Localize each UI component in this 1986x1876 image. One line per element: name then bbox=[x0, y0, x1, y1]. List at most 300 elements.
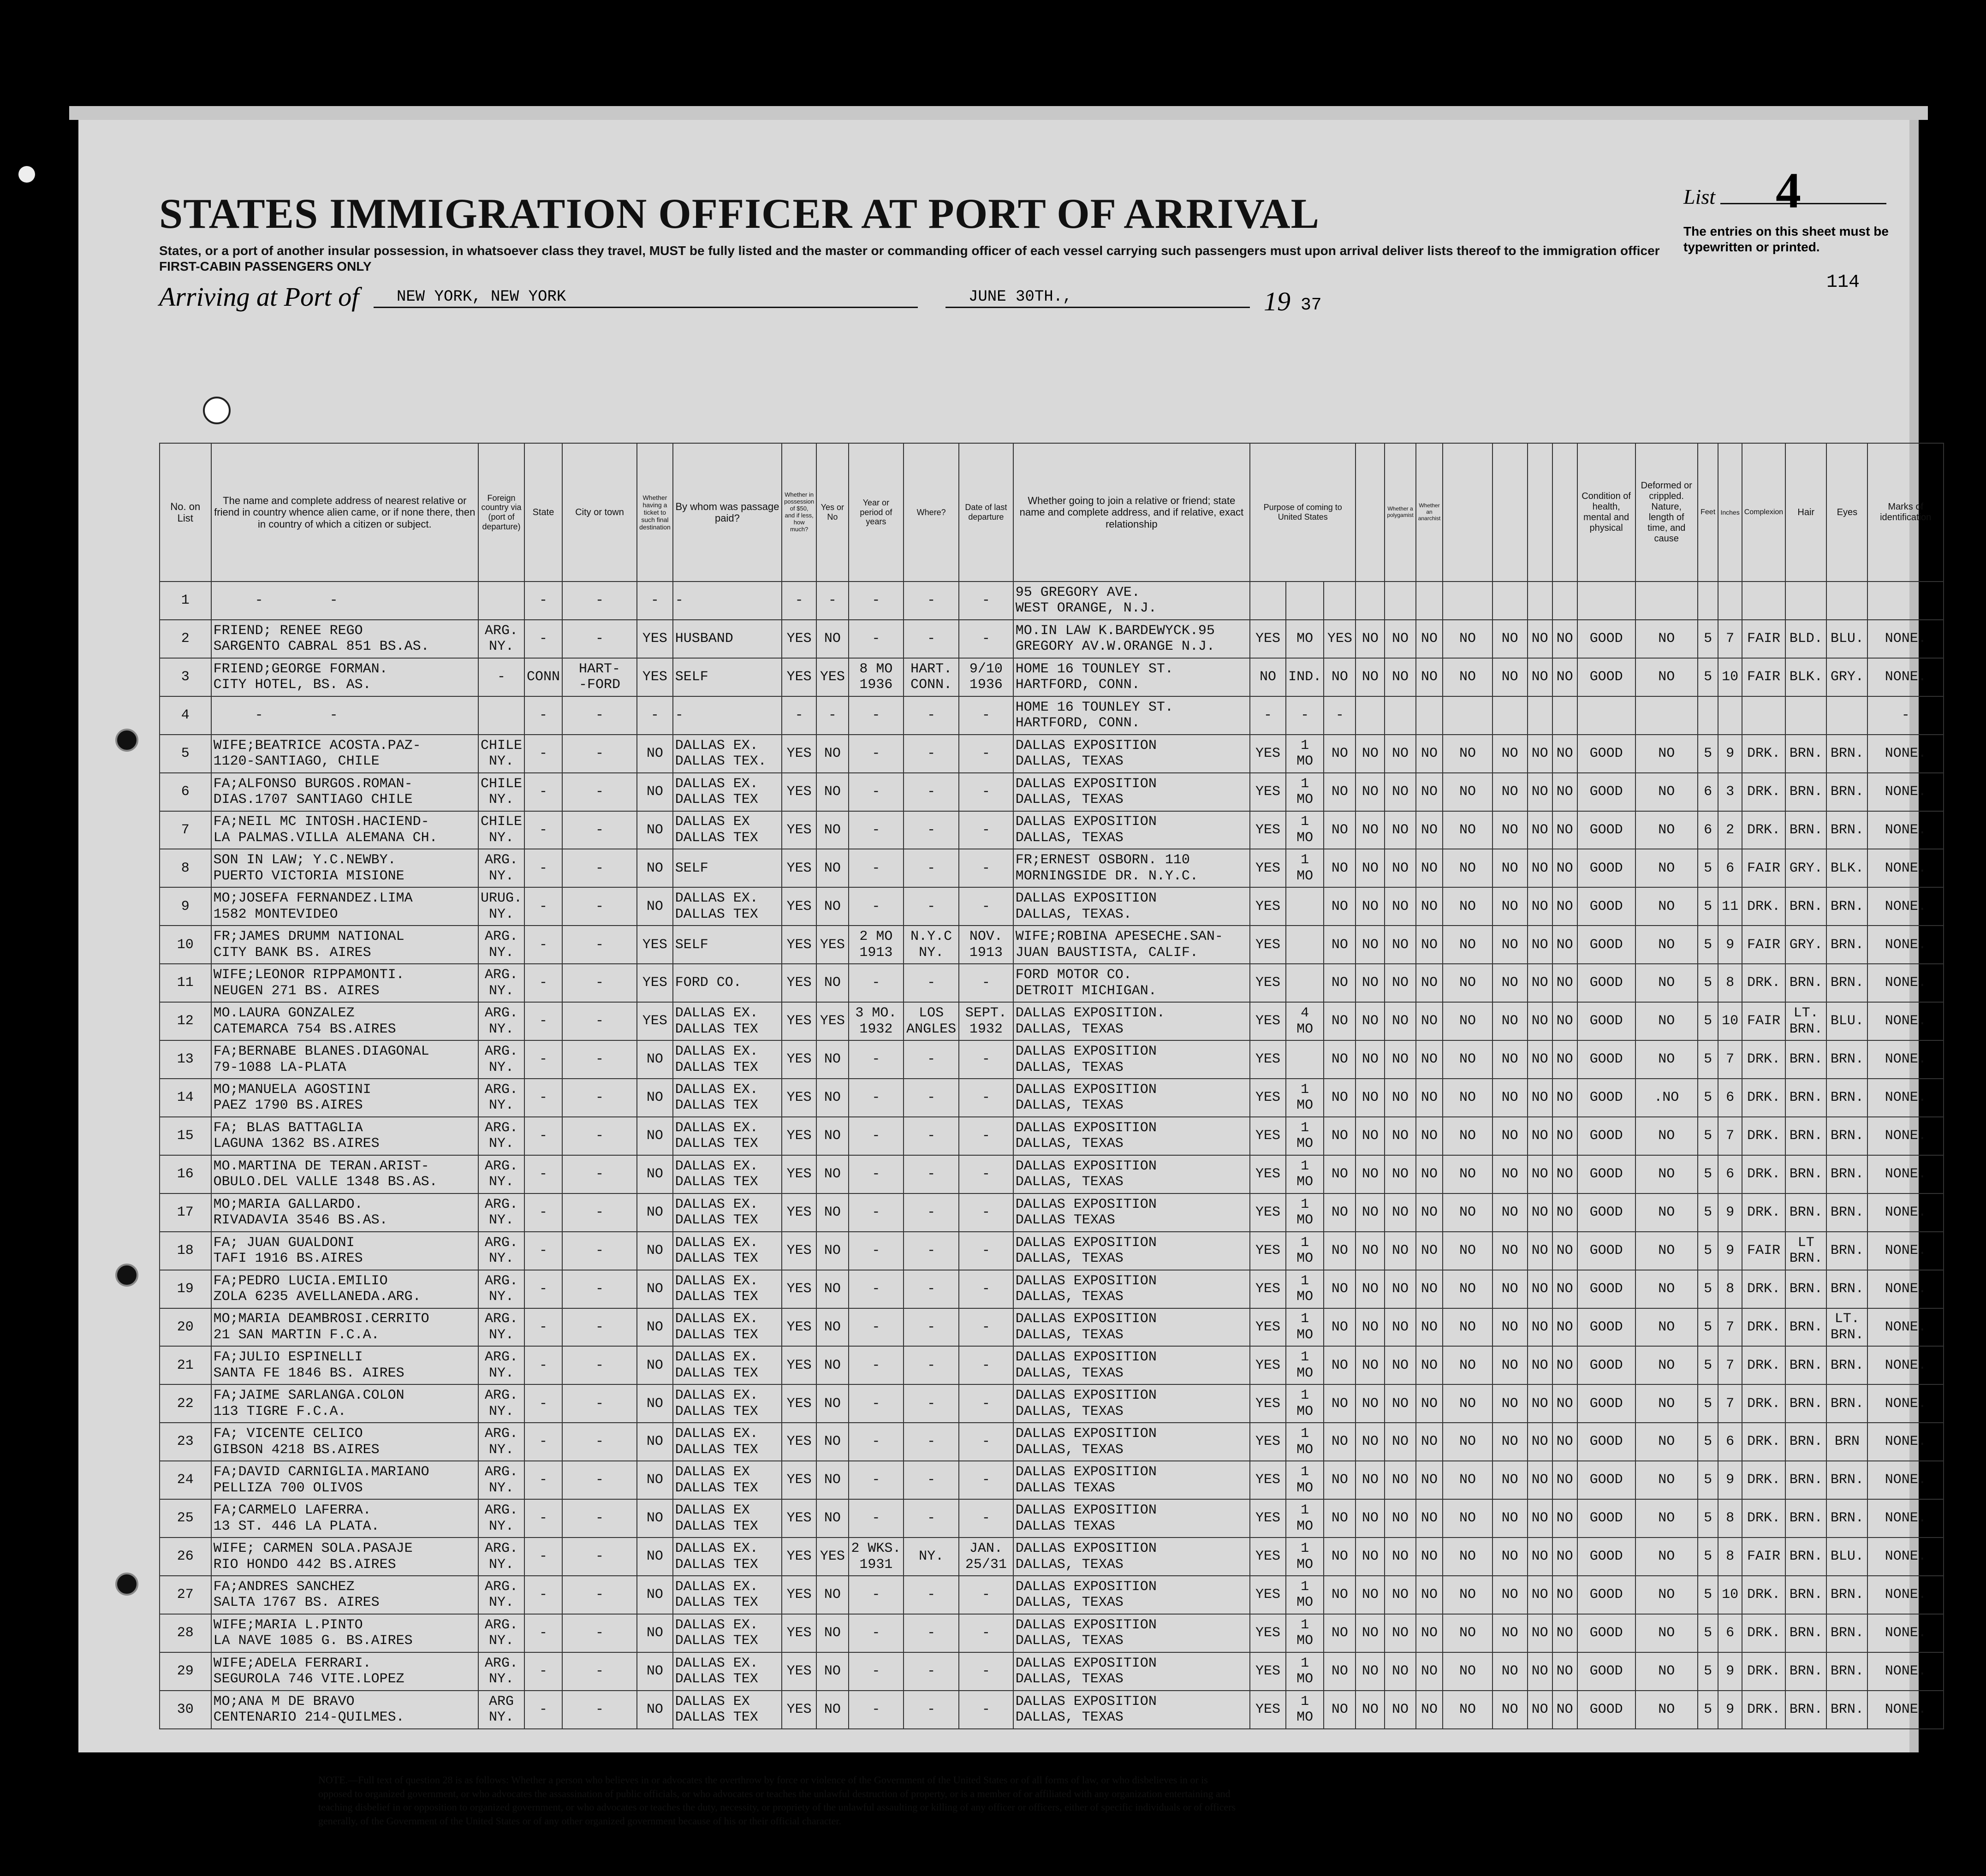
cell-ft: 5 bbox=[1698, 1193, 1718, 1232]
cell-yn: - bbox=[816, 582, 848, 620]
cell-n29: NO bbox=[1492, 1193, 1528, 1232]
cell-st: - bbox=[524, 1117, 562, 1155]
cell-hair: BRN. bbox=[1785, 887, 1826, 926]
cell-yn: NO bbox=[816, 1040, 848, 1079]
cell-p3: NO bbox=[1324, 1002, 1356, 1040]
list-underline bbox=[1720, 203, 1886, 204]
cell-c50: YES bbox=[782, 964, 816, 1002]
cell-p3: YES bbox=[1324, 620, 1356, 658]
cell-rel: WIFE;LEONOR RIPPAMONTI. NEUGEN 271 BS. AIRES bbox=[211, 964, 478, 1002]
table-row bbox=[160, 1117, 1944, 1155]
cell-n26 bbox=[1385, 582, 1415, 620]
cell-p1: YES bbox=[1250, 773, 1286, 811]
cell-dt: SEPT. 1932 bbox=[959, 1002, 1013, 1040]
cell-n27: NO bbox=[1416, 1384, 1443, 1423]
cell-p1: YES bbox=[1250, 1308, 1286, 1347]
cell-c50: YES bbox=[782, 1308, 816, 1347]
cell-n25: NO bbox=[1356, 1117, 1385, 1155]
col-where: Where? bbox=[904, 443, 959, 582]
cell-p3: NO bbox=[1324, 1232, 1356, 1270]
cell-cond: GOOD bbox=[1577, 1079, 1635, 1117]
cell-hair: BRN. bbox=[1785, 1040, 1826, 1079]
cell-marks: NONE. bbox=[1867, 1270, 1944, 1308]
cell-join: DALLAS EXPOSITION DALLAS, TEXAS bbox=[1013, 1308, 1250, 1347]
cell-n29: NO bbox=[1492, 964, 1528, 1002]
cell-fc: ARG. NY. bbox=[478, 1499, 524, 1538]
cell-join: DALLAS EXPOSITION DALLAS TEXAS bbox=[1013, 1461, 1250, 1499]
cell-ft: 6 bbox=[1698, 811, 1718, 849]
cell-no: 25 bbox=[160, 1499, 211, 1538]
cell-n28: NO bbox=[1443, 1346, 1492, 1384]
cell-n28: NO bbox=[1443, 887, 1492, 926]
year-suffix: 37 bbox=[1301, 295, 1322, 315]
cell-n26: NO bbox=[1385, 1691, 1415, 1729]
cell-fc: ARG. NY. bbox=[478, 964, 524, 1002]
cell-paid: DALLAS EX. DALLAS TEX bbox=[673, 1117, 782, 1155]
cell-n29 bbox=[1492, 582, 1528, 620]
cell-in: 10 bbox=[1718, 1002, 1742, 1040]
cell-def: NO bbox=[1635, 1193, 1698, 1232]
cell-p3: NO bbox=[1324, 1384, 1356, 1423]
cell-join: HOME 16 TOUNLEY ST. HARTFORD, CONN. bbox=[1013, 658, 1250, 696]
cell-hair: LT. BRN. bbox=[1785, 1002, 1826, 1040]
cell-join: DALLAS EXPOSITION DALLAS, TEXAS bbox=[1013, 811, 1250, 849]
cell-hair: BRN. bbox=[1785, 1538, 1826, 1576]
cell-in: 10 bbox=[1718, 658, 1742, 696]
cell-dt: - bbox=[959, 696, 1013, 735]
cell-st: - bbox=[524, 1002, 562, 1040]
cell-marks: NONE. bbox=[1867, 964, 1944, 1002]
cell-no: 20 bbox=[160, 1308, 211, 1347]
cell-st: - bbox=[524, 1576, 562, 1614]
cell-join: DALLAS EXPOSITION DALLAS, TEXAS bbox=[1013, 1079, 1250, 1117]
cell-n30: NO bbox=[1528, 735, 1552, 773]
cell-yr: - bbox=[849, 1499, 904, 1538]
cell-p3: NO bbox=[1324, 735, 1356, 773]
cell-def: NO bbox=[1635, 735, 1698, 773]
cell-n25: NO bbox=[1356, 1538, 1385, 1576]
cell-n29: NO bbox=[1492, 1576, 1528, 1614]
cell-in: 9 bbox=[1718, 1461, 1742, 1499]
cell-marks: NONE. bbox=[1867, 1155, 1944, 1193]
cell-marks: NONE. bbox=[1867, 1232, 1944, 1270]
cell-p3: NO bbox=[1324, 1423, 1356, 1461]
cell-rel: MO;MANUELA AGOSTINI PAEZ 1790 BS.AIRES bbox=[211, 1079, 478, 1117]
cell-n29: NO bbox=[1492, 1499, 1528, 1538]
cell-n26: NO bbox=[1385, 1538, 1415, 1576]
cell-join: MO.IN LAW K.BARDEWYCK.95 GREGORY AV.W.ORANGE N.J. bbox=[1013, 620, 1250, 658]
cell-def: NO bbox=[1635, 1232, 1698, 1270]
cell-n25: NO bbox=[1356, 735, 1385, 773]
cell-n30: NO bbox=[1528, 773, 1552, 811]
cell-paid: DALLAS EX. DALLAS TEX bbox=[673, 1232, 782, 1270]
cell-n30: NO bbox=[1528, 1461, 1552, 1499]
cell-n29: NO bbox=[1492, 620, 1528, 658]
cell-yr: - bbox=[849, 1652, 904, 1691]
cell-in bbox=[1718, 582, 1742, 620]
cell-yr: - bbox=[849, 1461, 904, 1499]
cell-hair: BRN. bbox=[1785, 964, 1826, 1002]
cell-city: - bbox=[562, 964, 637, 1002]
cell-p2: IND. bbox=[1286, 658, 1324, 696]
cell-eyes bbox=[1826, 696, 1867, 735]
cell-yn: NO bbox=[816, 964, 848, 1002]
cell-cond: GOOD bbox=[1577, 620, 1635, 658]
cell-n30: NO bbox=[1528, 1346, 1552, 1384]
cell-rel: FA; VICENTE CELICO GIBSON 4218 BS.AIRES bbox=[211, 1423, 478, 1461]
cell-marks: NONE. bbox=[1867, 1193, 1944, 1232]
cell-city: - bbox=[562, 811, 637, 849]
cell-yr: - bbox=[849, 1423, 904, 1461]
cell-n28: NO bbox=[1443, 1155, 1492, 1193]
cell-no: 1 bbox=[160, 582, 211, 620]
cell-where: - bbox=[904, 1499, 959, 1538]
cell-n27: NO bbox=[1416, 1691, 1443, 1729]
cell-ft: 5 bbox=[1698, 1691, 1718, 1729]
cell-yn: NO bbox=[816, 773, 848, 811]
cell-hair bbox=[1785, 582, 1826, 620]
cell-n31: NO bbox=[1552, 620, 1577, 658]
cell-n29: NO bbox=[1492, 773, 1528, 811]
cell-marks bbox=[1867, 582, 1944, 620]
cell-cond: GOOD bbox=[1577, 658, 1635, 696]
cell-marks: NONE. bbox=[1867, 1538, 1944, 1576]
cell-city: - bbox=[562, 1308, 637, 1347]
cell-ft: 5 bbox=[1698, 735, 1718, 773]
cell-yn: NO bbox=[816, 1079, 848, 1117]
cell-eyes: BRN. bbox=[1826, 1691, 1867, 1729]
binder-hole-icon bbox=[115, 729, 138, 752]
cell-city: - bbox=[562, 1538, 637, 1576]
cell-paid: - bbox=[673, 696, 782, 735]
cell-eyes: BRN. bbox=[1826, 811, 1867, 849]
cell-no: 24 bbox=[160, 1461, 211, 1499]
cell-hair: BRN. bbox=[1785, 1691, 1826, 1729]
cell-paid: DALLAS EX. DALLAS TEX bbox=[673, 1308, 782, 1347]
table-row bbox=[160, 1691, 1944, 1729]
cell-p2 bbox=[1286, 926, 1324, 964]
cell-eyes: BRN. bbox=[1826, 1614, 1867, 1652]
cell-hair: BRN. bbox=[1785, 1576, 1826, 1614]
cell-paid: DALLAS EX. DALLAS TEX bbox=[673, 1614, 782, 1652]
cell-no: 3 bbox=[160, 658, 211, 696]
cell-n27 bbox=[1416, 582, 1443, 620]
cell-def: NO bbox=[1635, 1308, 1698, 1347]
cell-city: - bbox=[562, 1499, 637, 1538]
binder-hole-icon bbox=[115, 1264, 138, 1287]
cell-p1: YES bbox=[1250, 849, 1286, 887]
date-value: JUNE 30TH., bbox=[969, 288, 1072, 306]
cell-paid: DALLAS EX DALLAS TEX bbox=[673, 1499, 782, 1538]
cell-n29: NO bbox=[1492, 735, 1528, 773]
cell-n29: NO bbox=[1492, 658, 1528, 696]
table-row bbox=[160, 1308, 1944, 1347]
cell-cond: GOOD bbox=[1577, 1193, 1635, 1232]
cell-c50: YES bbox=[782, 1079, 816, 1117]
cell-n27: NO bbox=[1416, 1040, 1443, 1079]
cell-n31: NO bbox=[1552, 1040, 1577, 1079]
cell-dt: - bbox=[959, 1155, 1013, 1193]
cell-def: NO bbox=[1635, 1002, 1698, 1040]
cell-c50: - bbox=[782, 696, 816, 735]
cell-p2: 1 MO bbox=[1286, 811, 1324, 849]
cell-rel: FA;BERNABE BLANES.DIAGONAL 79-1088 LA-PLATA bbox=[211, 1040, 478, 1079]
cell-eyes: BRN. bbox=[1826, 1232, 1867, 1270]
cell-n26: NO bbox=[1385, 773, 1415, 811]
col-31 bbox=[1552, 443, 1577, 582]
cell-tk: NO bbox=[637, 887, 673, 926]
cell-marks: - bbox=[1867, 696, 1944, 735]
cell-cond: GOOD bbox=[1577, 1270, 1635, 1308]
cell-p3: NO bbox=[1324, 1346, 1356, 1384]
cell-n27: NO bbox=[1416, 926, 1443, 964]
cell-p2: 1 MO bbox=[1286, 1308, 1324, 1347]
cell-cx bbox=[1742, 582, 1785, 620]
cell-n29: NO bbox=[1492, 849, 1528, 887]
cell-paid: DALLAS EX DALLAS TEX bbox=[673, 1461, 782, 1499]
cell-tk: - bbox=[637, 582, 673, 620]
cell-n31: NO bbox=[1552, 1461, 1577, 1499]
cell-n30: NO bbox=[1528, 1308, 1552, 1347]
cell-n28: NO bbox=[1443, 1040, 1492, 1079]
cell-n26: NO bbox=[1385, 735, 1415, 773]
cell-marks: NONE. bbox=[1867, 849, 1944, 887]
col-ticket: Whether having a ticket to such final destination bbox=[637, 443, 673, 582]
cell-marks: NONE. bbox=[1867, 1576, 1944, 1614]
cell-n27: NO bbox=[1416, 620, 1443, 658]
cell-join: DALLAS EXPOSITION DALLAS, TEXAS. bbox=[1013, 887, 1250, 926]
cell-in: 9 bbox=[1718, 1652, 1742, 1691]
cell-n31: NO bbox=[1552, 735, 1577, 773]
cell-dt: - bbox=[959, 1308, 1013, 1347]
cell-ft: 5 bbox=[1698, 1079, 1718, 1117]
cell-hair: BRN. bbox=[1785, 773, 1826, 811]
cell-city: - bbox=[562, 926, 637, 964]
cell-p2: 1 MO bbox=[1286, 1193, 1324, 1232]
cell-yn: NO bbox=[816, 1576, 848, 1614]
cell-fc: ARG. NY. bbox=[478, 1117, 524, 1155]
cell-p1: YES bbox=[1250, 926, 1286, 964]
cell-where: - bbox=[904, 1193, 959, 1232]
cell-city: - bbox=[562, 1232, 637, 1270]
cell-n31: NO bbox=[1552, 926, 1577, 964]
cell-yn: NO bbox=[816, 1117, 848, 1155]
cell-tk: NO bbox=[637, 811, 673, 849]
col-yes-or-no: Yes or No bbox=[816, 443, 848, 582]
cell-where: - bbox=[904, 887, 959, 926]
cell-n25: NO bbox=[1356, 1461, 1385, 1499]
cell-n27: NO bbox=[1416, 1155, 1443, 1193]
cell-city: - bbox=[562, 1614, 637, 1652]
cell-p1: YES bbox=[1250, 1155, 1286, 1193]
cell-fc: CHILE NY. bbox=[478, 773, 524, 811]
cell-n30: NO bbox=[1528, 926, 1552, 964]
cell-n28: NO bbox=[1443, 1538, 1492, 1576]
cell-cond: GOOD bbox=[1577, 1576, 1635, 1614]
cell-ft bbox=[1698, 696, 1718, 735]
cell-cond bbox=[1577, 582, 1635, 620]
cell-n29: NO bbox=[1492, 926, 1528, 964]
cell-join: DALLAS EXPOSITION DALLAS, TEXAS bbox=[1013, 1614, 1250, 1652]
cell-n26: NO bbox=[1385, 1652, 1415, 1691]
cell-no: 6 bbox=[160, 773, 211, 811]
cell-c50: YES bbox=[782, 1002, 816, 1040]
col-date-last-departure: Date of last departure bbox=[959, 443, 1013, 582]
cell-cond: GOOD bbox=[1577, 1346, 1635, 1384]
cell-n28: NO bbox=[1443, 1691, 1492, 1729]
table-row bbox=[160, 1461, 1944, 1499]
cell-n29: NO bbox=[1492, 1270, 1528, 1308]
cell-rel: WIFE;ADELA FERRARI. SEGUROLA 746 VITE.LOPEZ bbox=[211, 1652, 478, 1691]
cell-p1: YES bbox=[1250, 1193, 1286, 1232]
cell-paid: SELF bbox=[673, 849, 782, 887]
cell-yn: YES bbox=[816, 1538, 848, 1576]
cell-where: - bbox=[904, 1576, 959, 1614]
table-row bbox=[160, 1499, 1944, 1538]
cell-st: - bbox=[524, 735, 562, 773]
cell-n26: NO bbox=[1385, 1308, 1415, 1347]
cell-join: DALLAS EXPOSITION DALLAS, TEXAS bbox=[1013, 1270, 1250, 1308]
cell-yn: NO bbox=[816, 1461, 848, 1499]
cell-tk: NO bbox=[637, 1346, 673, 1384]
cell-marks: NONE. bbox=[1867, 1308, 1944, 1347]
cell-n26: NO bbox=[1385, 620, 1415, 658]
cell-marks: NONE. bbox=[1867, 735, 1944, 773]
cell-def: NO bbox=[1635, 849, 1698, 887]
cell-n28: NO bbox=[1443, 735, 1492, 773]
cell-eyes: BRN. bbox=[1826, 1155, 1867, 1193]
cell-def: NO bbox=[1635, 1423, 1698, 1461]
cell-in: 9 bbox=[1718, 1691, 1742, 1729]
cell-rel: - - bbox=[211, 582, 478, 620]
cell-cond: GOOD bbox=[1577, 1614, 1635, 1652]
arriving-label: Arriving at Port of bbox=[159, 282, 359, 312]
cell-yr: - bbox=[849, 1691, 904, 1729]
cell-c50: YES bbox=[782, 1614, 816, 1652]
cell-n28 bbox=[1443, 696, 1492, 735]
cell-n30 bbox=[1528, 582, 1552, 620]
cell-rel: FA;ANDRES SANCHEZ SALTA 1767 BS. AIRES bbox=[211, 1576, 478, 1614]
cell-dt: - bbox=[959, 1117, 1013, 1155]
cell-cx: DRK. bbox=[1742, 811, 1785, 849]
cell-n31: NO bbox=[1552, 887, 1577, 926]
cell-n31: NO bbox=[1552, 1499, 1577, 1538]
cell-n27: NO bbox=[1416, 1576, 1443, 1614]
cell-eyes: BRN. bbox=[1826, 1461, 1867, 1499]
cell-c50: YES bbox=[782, 926, 816, 964]
cell-n26: NO bbox=[1385, 887, 1415, 926]
cell-ft: 6 bbox=[1698, 773, 1718, 811]
cell-fc: CHILE NY. bbox=[478, 811, 524, 849]
cell-yn: NO bbox=[816, 887, 848, 926]
cell-c50: YES bbox=[782, 811, 816, 849]
cell-n27: NO bbox=[1416, 1652, 1443, 1691]
cell-marks: NONE. bbox=[1867, 811, 1944, 849]
cell-ft: 5 bbox=[1698, 1040, 1718, 1079]
cell-hair: BRN. bbox=[1785, 1499, 1826, 1538]
cell-p3: NO bbox=[1324, 1652, 1356, 1691]
cell-eyes bbox=[1826, 582, 1867, 620]
cell-no: 13 bbox=[160, 1040, 211, 1079]
cell-yn: NO bbox=[816, 1423, 848, 1461]
cell-where: - bbox=[904, 773, 959, 811]
cell-def: NO bbox=[1635, 1576, 1698, 1614]
cell-cx: DRK. bbox=[1742, 964, 1785, 1002]
cell-ft: 5 bbox=[1698, 1499, 1718, 1538]
cell-marks: NONE. bbox=[1867, 1079, 1944, 1117]
cell-def: NO bbox=[1635, 1155, 1698, 1193]
cell-hair: BRN. bbox=[1785, 1117, 1826, 1155]
cell-st: - bbox=[524, 1384, 562, 1423]
cell-city: - bbox=[562, 1652, 637, 1691]
cell-tk: - bbox=[637, 696, 673, 735]
cell-p3: NO bbox=[1324, 1461, 1356, 1499]
cell-n28: NO bbox=[1443, 1423, 1492, 1461]
cell-cx: DRK. bbox=[1742, 1270, 1785, 1308]
cell-cond: GOOD bbox=[1577, 1691, 1635, 1729]
table-row bbox=[160, 811, 1944, 849]
cell-yr: - bbox=[849, 582, 904, 620]
cell-p2: 1 MO bbox=[1286, 1576, 1324, 1614]
cell-join: WIFE;ROBINA APESECHE.SAN- JUAN BAUSTISTA, CALIF. bbox=[1013, 926, 1250, 964]
table-row bbox=[160, 887, 1944, 926]
cell-yn: NO bbox=[816, 1346, 848, 1384]
cell-hair: BRN. bbox=[1785, 1384, 1826, 1423]
cell-where: - bbox=[904, 1691, 959, 1729]
cell-cx: FAIR bbox=[1742, 1232, 1785, 1270]
cell-city: - bbox=[562, 773, 637, 811]
cell-n31: NO bbox=[1552, 1346, 1577, 1384]
cell-city: - bbox=[562, 849, 637, 887]
cell-cx: DRK. bbox=[1742, 1117, 1785, 1155]
cell-in: 6 bbox=[1718, 1155, 1742, 1193]
cell-c50: YES bbox=[782, 735, 816, 773]
cell-p2: 1 MO bbox=[1286, 1499, 1324, 1538]
cell-cx: DRK. bbox=[1742, 1614, 1785, 1652]
cell-n27: NO bbox=[1416, 1538, 1443, 1576]
cell-n26: NO bbox=[1385, 1270, 1415, 1308]
cell-no: 17 bbox=[160, 1193, 211, 1232]
cell-def: NO bbox=[1635, 887, 1698, 926]
cell-paid: DALLAS EX DALLAS TEX bbox=[673, 811, 782, 849]
cell-n31: NO bbox=[1552, 811, 1577, 849]
cell-eyes: BRN. bbox=[1826, 735, 1867, 773]
cell-p1: YES bbox=[1250, 1270, 1286, 1308]
cell-n26: NO bbox=[1385, 1232, 1415, 1270]
cell-c50: YES bbox=[782, 887, 816, 926]
cell-yn: NO bbox=[816, 1652, 848, 1691]
cell-n25: NO bbox=[1356, 1576, 1385, 1614]
cell-n31: NO bbox=[1552, 1270, 1577, 1308]
cell-fc bbox=[478, 696, 524, 735]
cell-p2: 1 MO bbox=[1286, 1346, 1324, 1384]
cell-eyes: BLU. bbox=[1826, 1002, 1867, 1040]
cell-def: NO bbox=[1635, 658, 1698, 696]
cell-paid: DALLAS EX. DALLAS TEX bbox=[673, 1270, 782, 1308]
cell-city: - bbox=[562, 1040, 637, 1079]
cell-marks: NONE. bbox=[1867, 1002, 1944, 1040]
cell-n31: NO bbox=[1552, 1308, 1577, 1347]
cell-city: - bbox=[562, 1461, 637, 1499]
cell-p3 bbox=[1324, 582, 1356, 620]
cell-n30: NO bbox=[1528, 849, 1552, 887]
cell-n28: NO bbox=[1443, 658, 1492, 696]
col-29 bbox=[1492, 443, 1528, 582]
cell-no: 21 bbox=[160, 1346, 211, 1384]
cell-def: NO bbox=[1635, 620, 1698, 658]
cell-rel: FA;PEDRO LUCIA.EMILIO ZOLA 6235 AVELLANEDA.ARG. bbox=[211, 1270, 478, 1308]
cell-no: 23 bbox=[160, 1423, 211, 1461]
